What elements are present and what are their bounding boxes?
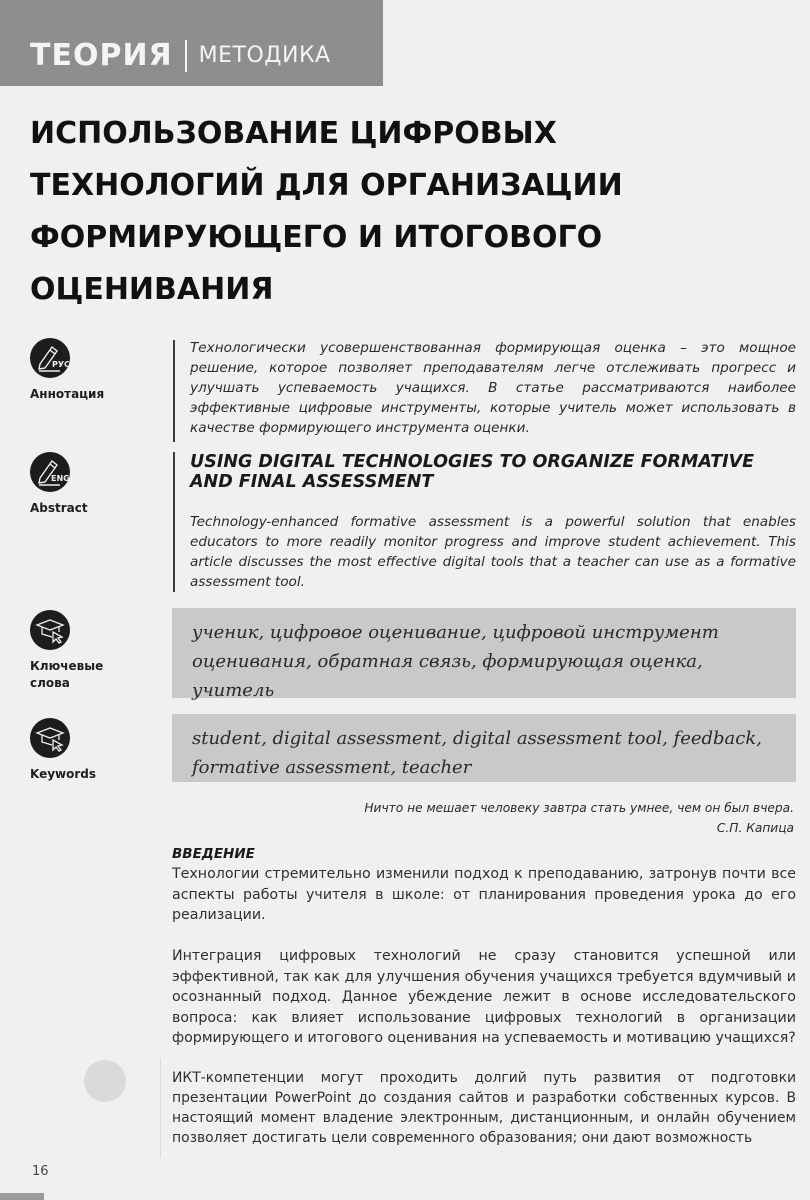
rubric: [30, 38, 331, 73]
body-paragraph: Технологии стремительно изменили подход к преподаванию, затронув почти все аспекты работы учителя в школе: от планирования проведения урока до его реализации.: [172, 866, 796, 923]
svg-text:РУС: РУС: [52, 360, 70, 369]
page-number: 16: [32, 1164, 49, 1179]
keywords-ru-sidebar: [30, 610, 140, 692]
section-divider: [173, 340, 175, 442]
body-paragraph: Интеграция цифровых технологий не сразу становится успешной или эффективной, так как для улучшения обучения учащихся требуется вдумчивый и осознанный подход. Данное убеждение лежит в основе исследовательского вопроса: как влияет использование цифровых технологий в организации формирующего и итогового оценивания на успеваемость и мотивацию учащихся?: [172, 948, 796, 1046]
abstract-sidebar: [30, 452, 140, 517]
epigraph-quote: Ничто не мешает человеку завтра стать умнее, чем он был вчера.: [364, 801, 794, 815]
bleed-through-icon: [84, 1060, 126, 1102]
abstract-title: USING DIGITAL TECHNOLOGIES TO ORGANIZE FORMATIVE AND FINAL ASSESSMENT: [190, 452, 755, 492]
keywords-ru-box: [172, 608, 796, 701]
footer-bar: [0, 1193, 44, 1200]
keywords-ru-label: Ключевые слова: [30, 659, 104, 690]
keywords-en-label: Keywords: [30, 767, 97, 781]
epigraph-author: С.П. Капица: [716, 821, 794, 835]
annotation-text: Технологически усовершенствованная формирующая оценка – это мощное решение, которое позволяет преподавателям легче отслеживать прогресс и улучшать успеваемость учащихся. В статье рассматриваются наиболее эффективные цифровые инструменты, которые учитель может использовать в качестве формирующего инструмента оценки.: [190, 340, 796, 436]
epigraph: [174, 798, 794, 838]
abstract-label: Abstract: [30, 501, 88, 515]
keywords-ru-text: ученик, цифровое оценивание, цифровой инструмент оценивания, обратная связь, формирующая оценка, учитель: [192, 622, 719, 701]
keywords-en-box: [172, 714, 796, 782]
pencil-icon: [30, 452, 70, 492]
body-paragraph: ИКТ-компетенции могут проходить долгий путь развития от подготовки презентации PowerPoint до создания сайтов и разработки собственных курсов. В настоящий момент владение электронным, дистанционным, и онлайн обучением позволяет достигать цели современного образования; они дают возможность: [172, 1070, 796, 1146]
keywords-en-sidebar: [30, 718, 140, 783]
pencil-icon: [30, 338, 70, 378]
svg-text:ENG: ENG: [51, 474, 70, 483]
annotation-label: Аннотация: [30, 387, 105, 401]
section-divider: [173, 452, 175, 592]
introduction-heading: ВВЕДЕНИЕ: [172, 846, 255, 862]
title-line: ТЕХНОЛОГИЙ ДЛЯ ОРГАНИЗАЦИИ: [30, 168, 623, 203]
title-line: ФОРМИРУЮЩЕГО И ИТОГОВОГО: [30, 220, 603, 255]
title-line: ИСПОЛЬЗОВАНИЕ ЦИФРОВЫХ: [30, 116, 557, 151]
abstract-text: Technology-enhanced formative assessment is a powerful solution that enables educators to more readily monitor progress and improve student achievement. This article discusses the most effective digital tools that a teacher can use as a formative assessment tool.: [190, 514, 796, 590]
bleed-through-divider: [160, 1058, 161, 1158]
title-line: ОЦЕНИВАНИЯ: [30, 272, 274, 307]
rubric-divider: [185, 40, 187, 72]
graduation-cap-cursor-icon: [30, 718, 70, 758]
article-title: [30, 108, 670, 316]
graduation-cap-cursor-icon: [30, 610, 70, 650]
annotation-sidebar: [30, 338, 140, 403]
rubric-subsection: МЕТОДИКА: [198, 43, 331, 68]
rubric-section: ТЕОРИЯ: [30, 38, 173, 73]
keywords-en-text: student, digital assessment, digital assessment tool, feedback, formative assessment, teacher: [192, 728, 762, 778]
